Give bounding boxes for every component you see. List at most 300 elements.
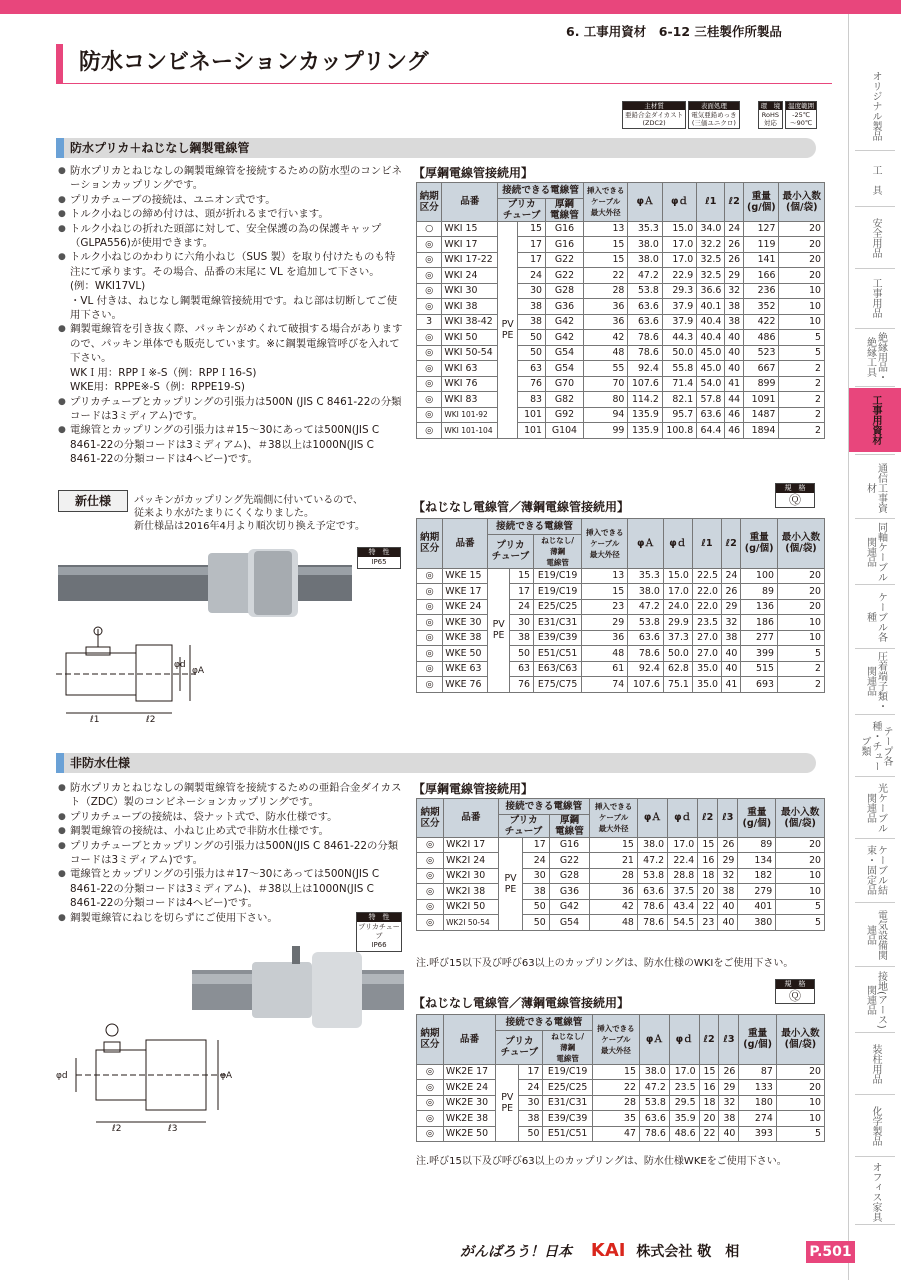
table-cell: ◎ <box>417 1080 444 1096</box>
table-row <box>417 646 825 662</box>
table-cell: 399 <box>741 646 778 662</box>
table-cell: 27.0 <box>692 630 721 646</box>
table-cell: 38.0 <box>628 584 664 600</box>
header-koukou: 厚鋼 電線管 <box>546 198 584 221</box>
table-cell: 40 <box>718 899 738 915</box>
table-cell: 29 <box>718 853 738 869</box>
sidebar-item[interactable]: 工事用資材 <box>849 388 901 452</box>
pv-pe-cell: PV PE <box>496 1064 519 1142</box>
table-cell: E39/C39 <box>534 630 582 646</box>
table-cell: G54 <box>546 361 584 377</box>
table-cell: 38 <box>510 630 534 646</box>
page-number: P.501 <box>806 1241 855 1263</box>
table-cell: 26 <box>721 584 740 600</box>
table-cell: 28 <box>583 283 628 299</box>
table-cell: 24 <box>523 853 549 869</box>
header-hinban: 品番 <box>443 1015 495 1065</box>
table-cell: E25/C25 <box>534 599 582 615</box>
table-cell: 38 <box>721 630 740 646</box>
header-l1: ℓ1 <box>692 519 721 569</box>
table-cell: 94 <box>583 407 628 423</box>
bullet-item: ● 鋼製電線管を引き抜く際、パッキンがめくれて破損する場合がありますので、パッキン単体でも販売しています。※に鋼製電線管呼びを入れて下さい。 <box>58 322 404 365</box>
header-cable: 挿入できる ケーブル 最大外径 <box>590 799 638 838</box>
table-cell: 78.6 <box>637 899 667 915</box>
table-cell: 24 <box>518 268 546 284</box>
table-cell: 20 <box>699 1111 719 1127</box>
table-cell: WK2E 50 <box>443 1126 495 1142</box>
table-cell: 101 <box>518 407 546 423</box>
table-cell: ◎ <box>417 423 442 439</box>
pv-pe-cell: PV PE <box>498 221 518 438</box>
table-cell: 693 <box>741 677 778 693</box>
table-cell: 20 <box>779 237 825 253</box>
table-cell: 38.0 <box>628 252 662 268</box>
table-cell: G104 <box>546 423 584 439</box>
table-cell: 180 <box>739 1095 776 1111</box>
table-cell: 20 <box>698 884 718 900</box>
spec-value: 亜鉛合金ダイカスト (ZDC2) <box>625 111 684 127</box>
table-cell: 15 <box>582 584 628 600</box>
feature-box-ip65 <box>357 547 401 569</box>
table-cell: E31/C31 <box>543 1095 592 1111</box>
table-cell: 401 <box>738 899 776 915</box>
table-cell: 36 <box>590 884 638 900</box>
table-cell: 63.6 <box>697 407 725 423</box>
table-cell: 24 <box>519 1080 543 1096</box>
table-cell: G16 <box>549 837 590 853</box>
table-cell: 277 <box>741 630 778 646</box>
table-cell: 38 <box>719 1111 739 1127</box>
table-cell: 34.0 <box>697 221 725 237</box>
table-cell: 38.0 <box>628 237 662 253</box>
table-cell: 63 <box>518 361 546 377</box>
table-cell: G16 <box>546 221 584 237</box>
table-cell: ◎ <box>417 884 444 900</box>
table-cell: ◎ <box>417 599 443 615</box>
sidebar-divider <box>855 268 895 269</box>
table-cell: 45.0 <box>697 361 725 377</box>
table-cell: WKE 63 <box>443 661 488 677</box>
sidebar-item[interactable]: ケーブル結束・固定品 <box>864 845 887 895</box>
table-cell: 24 <box>510 599 534 615</box>
table-row <box>417 568 825 584</box>
table-cell: 53.8 <box>628 283 662 299</box>
table-cell: WK2I 30 <box>444 868 498 884</box>
table-row <box>417 915 825 931</box>
bullet-item: ● 防水プリカとねじなしの鋼製電線管を接続するための防水型のコンビネーションカップリングです。 <box>58 164 404 193</box>
table-cell: 515 <box>741 661 778 677</box>
spec-box <box>622 101 686 129</box>
header-qty: 最小入数 (個/袋) <box>779 183 825 222</box>
table-cell: 32 <box>719 1095 739 1111</box>
table-cell: 135.9 <box>628 423 662 439</box>
table-cell: 42 <box>590 899 638 915</box>
table-cell: 166 <box>744 268 779 284</box>
table-cell: WKI 83 <box>442 392 498 408</box>
table-cell: 46 <box>725 423 744 439</box>
table-cell: 78.6 <box>639 1126 669 1142</box>
header-d: φｄ <box>668 799 698 838</box>
table-cell: WKI 24 <box>442 268 498 284</box>
header-kubun: 納期 区分 <box>417 799 444 838</box>
table-cell: 95.7 <box>662 407 696 423</box>
table-row <box>417 884 825 900</box>
table-cell: ◎ <box>417 677 443 693</box>
table-cell: E31/C31 <box>534 615 582 631</box>
table-cell: WK2E 30 <box>443 1095 495 1111</box>
sidebar-item[interactable]: オリジナル製品 <box>870 71 881 141</box>
table-cell: ◎ <box>417 345 442 361</box>
sidebar-divider <box>855 328 895 329</box>
table-cell: G28 <box>549 868 590 884</box>
sidebar-divider <box>855 648 895 649</box>
bullet-item: ● 電線管とカップリングの引張力は＃15～30にあっては500N(JIS C 8461-22の分類コードは3ミディアム)、＃38以上は1000N(JIS C 8461-22の分類コードは4ヘビー)です。 <box>58 423 404 466</box>
header-d: φｄ <box>663 519 692 569</box>
table-cell: 15.0 <box>662 221 696 237</box>
table-cell: 101 <box>518 423 546 439</box>
table-cell: 36 <box>583 299 628 315</box>
sidebar-divider <box>855 386 895 387</box>
table-row <box>417 677 825 693</box>
spec-box <box>785 101 817 129</box>
table-cell: 13 <box>583 221 628 237</box>
header-qty: 最小入数 (個/袋) <box>776 1015 824 1065</box>
header-A: φＡ <box>639 1015 669 1065</box>
table-cell: 134 <box>738 853 776 869</box>
table-cell: 141 <box>744 252 779 268</box>
table-cell: WKI 101-104 <box>442 423 498 439</box>
table-cell: WKE 15 <box>443 568 488 584</box>
table-cell: 36.6 <box>697 283 725 299</box>
table-cell: 18 <box>699 1095 719 1111</box>
table-cell: E19/C19 <box>534 584 582 600</box>
table-cell: E19/C19 <box>534 568 582 584</box>
table-cell: G82 <box>546 392 584 408</box>
dimension-drawing-wk2 <box>56 1012 246 1132</box>
table-cell: 2 <box>779 376 825 392</box>
table-row <box>417 283 825 299</box>
sidebar-item[interactable]: 電気設備関連品 <box>864 910 887 960</box>
section1-heading: 防水プリカ＋ねじなし鋼製電線管 <box>56 138 816 158</box>
table-cell: 135.9 <box>628 407 662 423</box>
bullet-item: ● 鋼製電線管にねじを切らずにご使用下さい。 <box>58 911 404 925</box>
table-cell: 41 <box>725 376 744 392</box>
bullet-item: ● トルク小ねじの締め付けは、頭が折れるまで行います。 <box>58 207 404 221</box>
table-cell: 22.0 <box>692 599 721 615</box>
table-cell: 24 <box>721 568 740 584</box>
pv-pe-cell: PV PE <box>487 568 510 692</box>
table-cell: 17.0 <box>663 584 692 600</box>
table-cell: 37.9 <box>662 314 696 330</box>
table-cell: 26 <box>725 237 744 253</box>
table-cell: 38 <box>519 1111 543 1127</box>
table-cell: 32.2 <box>697 237 725 253</box>
table-cell: 5 <box>779 345 825 361</box>
table-cell: ◎ <box>417 837 444 853</box>
table-cell: 29.3 <box>662 283 696 299</box>
spec-head: 環 境 <box>760 102 781 110</box>
table-cell: WK2I 50-54 <box>444 915 498 931</box>
table2 <box>416 518 825 693</box>
table-cell: ◎ <box>417 1064 444 1080</box>
table-cell: 10 <box>779 299 825 315</box>
sidebar-item[interactable]: 同軸ケーブル関連品 <box>864 522 887 582</box>
table-cell: 17 <box>518 237 546 253</box>
sidebar-item[interactable]: 光ケーブル関連品 <box>864 783 887 833</box>
sidebar-divider <box>855 776 895 777</box>
new-spec-text: パッキンがカップリング先端側に付いているので、 従来より水がたまりにくくなりました。 新仕様品は2016年4月より順次切り換え予定です。 <box>134 495 366 532</box>
table-cell: 26 <box>719 1064 739 1080</box>
header-connect: 接続できる電線管 <box>498 799 590 815</box>
table-cell: E63/C63 <box>534 661 582 677</box>
table-row <box>417 423 825 439</box>
table-cell: ◎ <box>417 283 442 299</box>
table-cell: 17 <box>510 584 534 600</box>
table-cell: 182 <box>738 868 776 884</box>
spec-boxes <box>620 101 817 129</box>
table-cell: 36 <box>582 630 628 646</box>
table-cell: 29.5 <box>669 1095 699 1111</box>
table-cell: 30 <box>519 1095 543 1111</box>
sidebar-item[interactable]: オフィス家具 <box>870 1162 881 1222</box>
table-cell: 28 <box>590 868 638 884</box>
table-cell: 53.8 <box>628 615 664 631</box>
table-cell: 45.0 <box>697 345 725 361</box>
table-cell: 30 <box>523 868 549 884</box>
table-cell: 22.4 <box>668 853 698 869</box>
table-cell: 26 <box>718 837 738 853</box>
table-cell: 20 <box>779 252 825 268</box>
table3 <box>416 798 825 931</box>
company-name: 株式会社 敬 相 <box>636 1244 740 1260</box>
table-cell: 32 <box>721 615 740 631</box>
table-cell: WKE 24 <box>443 599 488 615</box>
table-row <box>417 868 825 884</box>
sidebar-item[interactable]: 通信工事資材 <box>864 463 887 513</box>
table-cell: ◎ <box>417 568 443 584</box>
table-cell: 48 <box>590 915 638 931</box>
table-cell: 380 <box>738 915 776 931</box>
table-cell: 17 <box>523 837 549 853</box>
table-cell: 20 <box>779 221 825 237</box>
spec-head: 表面処理 <box>689 102 738 110</box>
bullet-item: ● プリカチューブの接続は、ユニオン式です。 <box>58 193 404 207</box>
table-cell: E75/C75 <box>534 677 582 693</box>
table-cell: 30 <box>510 615 534 631</box>
header-weight: 重量 (g/個) <box>738 799 776 838</box>
dimension-drawing-wki <box>56 623 216 723</box>
footer-logos <box>460 1240 739 1261</box>
table-cell: 29 <box>721 599 740 615</box>
spec-box <box>688 101 739 129</box>
table-cell: 15 <box>699 1064 719 1080</box>
header-cable: 挿入できる ケーブル 最大外径 <box>592 1015 639 1065</box>
table-cell: ◎ <box>417 584 443 600</box>
sidebar-divider <box>855 838 895 839</box>
table-cell: WKI 38-42 <box>442 314 498 330</box>
table-cell: 24.0 <box>663 599 692 615</box>
table4-title: 【ねじなし電線管／薄鋼電線管接続用】 <box>413 996 630 1010</box>
sidebar-divider <box>855 1032 895 1033</box>
table-cell: 100.8 <box>662 423 696 439</box>
table-cell: 22 <box>699 1126 719 1142</box>
table-cell: 15 <box>592 1064 639 1080</box>
table-row <box>417 361 825 377</box>
table-cell: 47.2 <box>628 599 664 615</box>
spec-box <box>758 101 784 129</box>
table-cell: 17 <box>519 1064 543 1080</box>
table-cell: 2 <box>779 407 825 423</box>
kikaku-box-2 <box>775 483 815 508</box>
table-cell: G42 <box>549 899 590 915</box>
dim-label-d: φd <box>174 660 186 670</box>
table-cell: 71.4 <box>662 376 696 392</box>
table-cell: G16 <box>546 237 584 253</box>
table-cell: 13 <box>582 568 628 584</box>
table-cell: 15 <box>583 237 628 253</box>
table-cell: 28.8 <box>668 868 698 884</box>
table-cell: WKI 101-92 <box>442 407 498 423</box>
dim-label-A: φA <box>192 666 205 676</box>
table-cell: 22 <box>592 1080 639 1096</box>
kikaku-head: 規 格 <box>776 484 814 493</box>
table-cell: 35.0 <box>692 677 721 693</box>
table-row <box>417 837 825 853</box>
table3-note: 注.呼び15以下及び呼び63以上のカップリングは、防水仕様のWKIをご使用下さい。 <box>416 958 794 969</box>
table-cell: 16 <box>699 1080 719 1096</box>
table-cell: 22 <box>583 268 628 284</box>
header-purika: プリカ チューブ <box>487 534 533 568</box>
table-cell: 10 <box>779 314 825 330</box>
sidebar-item[interactable]: 化学製品 <box>870 1106 881 1146</box>
table-cell: 20 <box>776 853 825 869</box>
table-cell: 10 <box>777 615 824 631</box>
header-hinban: 品番 <box>443 519 488 569</box>
table-cell: ◎ <box>417 392 442 408</box>
table-cell: 92.4 <box>628 661 664 677</box>
table-cell: 15 <box>698 837 718 853</box>
table-cell: 1091 <box>744 392 779 408</box>
header-connect: 接続できる電線管 <box>498 183 584 199</box>
table-row <box>417 1126 825 1142</box>
table-cell: 18 <box>698 868 718 884</box>
table-cell: 64.4 <box>697 423 725 439</box>
sidebar-item[interactable]: 圧着端子類・関連品 <box>864 651 887 711</box>
bullet-item: (例：WKI17VL) <box>70 280 146 293</box>
header-purika: プリカ チューブ <box>496 1030 543 1064</box>
table-row <box>417 376 825 392</box>
table-cell: 36 <box>583 314 628 330</box>
table-cell: 422 <box>744 314 779 330</box>
table-cell: G42 <box>546 314 584 330</box>
table-cell: 5 <box>776 915 825 931</box>
header-purika: プリカ チューブ <box>498 814 549 837</box>
section-header: 6. 工事用資材 6-12 三桂製作所製品 <box>566 24 782 39</box>
table-cell: 2 <box>779 361 825 377</box>
table-row <box>417 330 825 346</box>
header-weight: 重量 (g/個) <box>744 183 779 222</box>
table-row <box>417 853 825 869</box>
table-cell: 27.0 <box>692 646 721 662</box>
spec-value: RoHS 対応 <box>761 111 779 127</box>
header-kubun: 納期 区分 <box>417 1015 444 1065</box>
slogan-logo: がんばろう！日本 <box>460 1244 572 1260</box>
table-cell: 15 <box>590 837 638 853</box>
header-l2: ℓ2 <box>699 1015 719 1065</box>
table-cell: 133 <box>739 1080 776 1096</box>
table-cell: 40.4 <box>697 330 725 346</box>
spec-head: 主材質 <box>623 102 685 110</box>
table-cell: 29.9 <box>663 615 692 631</box>
table-cell: ◎ <box>417 1126 444 1142</box>
sidebar-divider <box>855 714 895 715</box>
table-cell: ◎ <box>417 330 442 346</box>
sidebar-item[interactable]: 装柱用品 <box>870 1044 881 1084</box>
table-cell: 76 <box>510 677 534 693</box>
table-cell: 32.5 <box>697 268 725 284</box>
header-d: φｄ <box>669 1015 699 1065</box>
table-row <box>417 345 825 361</box>
header-qty: 最小入数 (個/袋) <box>777 519 824 569</box>
sidebar-item[interactable]: 絶縁用品・絶縁工具 <box>864 332 887 382</box>
table-cell: 50.0 <box>662 345 696 361</box>
sidebar-item[interactable]: ケーブル各種 <box>864 592 887 642</box>
table-cell: ◎ <box>417 252 442 268</box>
table-cell: 63.6 <box>637 884 667 900</box>
table4 <box>416 1014 825 1142</box>
table-cell: 22.9 <box>662 268 696 284</box>
header-connect: 接続できる電線管 <box>496 1015 593 1031</box>
table-cell: WKI 30 <box>442 283 498 299</box>
bullet-item: WKE用：RPPE※-S（例：RPPE19-S) <box>70 381 245 394</box>
bullet-item: ● プリカチューブとカップリングの引張力は500N(JIS C 8461-22の分類コードは3ミディアム)です。 <box>58 839 404 868</box>
table-cell: 22 <box>698 899 718 915</box>
table-cell: 78.6 <box>628 646 664 662</box>
table-cell: ○ <box>417 221 442 237</box>
page-title: 防水コンビネーションカップリング <box>56 44 832 84</box>
table-cell: ◎ <box>417 237 442 253</box>
table-cell: 87 <box>739 1064 776 1080</box>
sidebar-item[interactable]: 工 具 <box>870 165 881 195</box>
table-cell: 30 <box>518 283 546 299</box>
sidebar-item[interactable]: 工事用品 <box>870 278 881 318</box>
table-cell: WKI 38 <box>442 299 498 315</box>
table-cell: 17.0 <box>662 252 696 268</box>
table-cell: 76 <box>518 376 546 392</box>
table-row <box>417 661 825 677</box>
bullet-item: ● 鋼製電線管の接続は、小ねじ止め式で非防水仕様です。 <box>58 824 404 838</box>
kikaku-head: 規 格 <box>776 980 814 989</box>
table-cell: 48.6 <box>669 1126 699 1142</box>
section2-bullets <box>58 781 404 925</box>
table-cell: ◎ <box>417 915 444 931</box>
bullet-item: ・VL 付きは、ねじなし鋼製電線管接続用です。ねじ部は切断してご使用下さい。 <box>70 294 398 322</box>
table-cell: 62.8 <box>663 661 692 677</box>
table-cell: 667 <box>744 361 779 377</box>
table-cell: 1487 <box>744 407 779 423</box>
dim-label-d: φd <box>56 1071 68 1081</box>
section1-bullets <box>58 164 404 467</box>
sidebar-item[interactable]: 接地(アース)関連品 <box>864 971 887 1029</box>
sidebar-item[interactable]: 安全用品 <box>870 218 881 258</box>
table-cell: 42 <box>583 330 628 346</box>
sidebar-item[interactable]: テープ各種・チューブ類 <box>859 721 892 771</box>
table-cell: 50 <box>519 1126 543 1142</box>
table-cell: 48 <box>583 345 628 361</box>
sidebar-divider <box>855 1156 895 1157</box>
spec-head: 温度範囲 <box>788 102 815 110</box>
table-cell: 17.0 <box>668 837 698 853</box>
